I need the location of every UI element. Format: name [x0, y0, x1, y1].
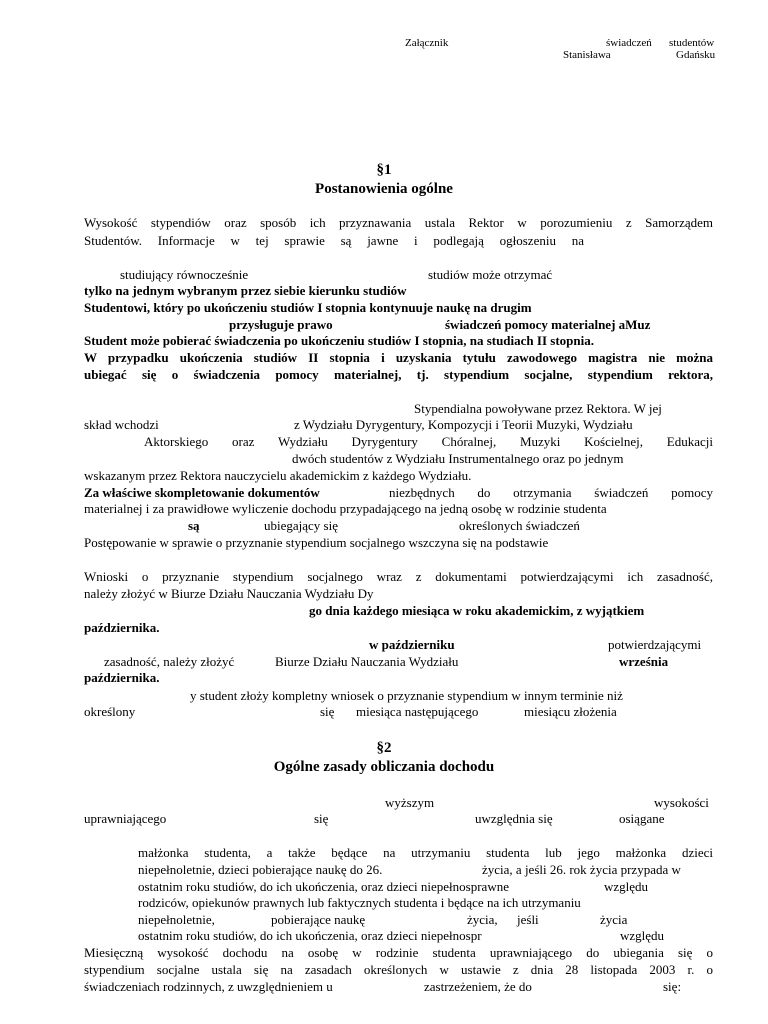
- s1-p8-line2a: określony: [84, 704, 136, 719]
- s1-p4-line1: niezbędnych do otrzymania świadczeń pomocy: [389, 485, 713, 500]
- s2-item-line6a: ostatnim roku studiów, do ich ukończenia, oraz dzieci niepełnospr: [138, 928, 482, 943]
- s2-item-line2a: niepełnoletnie, dzieci pobierające naukę do 26.: [138, 862, 383, 877]
- s1-p8-line2b: się: [320, 704, 335, 719]
- s1-p7-line1b: potwierdzającymi: [608, 637, 702, 652]
- s1-p4-line3c: określonych świadczeń: [459, 518, 580, 533]
- s1-p2-b: studiów może otrzymać: [428, 267, 553, 282]
- header-stanislawa: Stanisława: [563, 49, 611, 61]
- s1-p7-line2c: września: [619, 654, 669, 669]
- s1-p3-line2b: z Wydziału Dyrygentury, Kompozycji i Teorii Muzyki, Wydziału: [294, 417, 633, 432]
- s1-p5: Postępowanie w sprawie o przyznanie stypendium socjalnego wszczyna się na podstawie: [84, 535, 549, 550]
- section1-title: Postanowienia ogólne: [315, 181, 453, 197]
- s2-item-line6b: względu: [620, 928, 665, 943]
- header-gdansku: Gdańsku: [676, 49, 716, 61]
- s1-p3-line2a: skład wchodzi: [84, 417, 159, 432]
- s1-p6-line2: należy złożyć w Biurze Działu Nauczania Wydziału Dy: [84, 586, 374, 601]
- s2-item-line2b: życia, a jeśli 26. rok życia przypada w: [482, 862, 681, 877]
- s2-p1-line2: stypendium socjalne ustala się na zasadach określonych w ustawie z dnia 28 listopada 2003 r. o: [84, 962, 713, 977]
- section1-number: §1: [376, 162, 392, 178]
- s1-p4-line1-bold: Za właściwe skompletowanie dokumentów: [84, 485, 320, 500]
- s1-p1-line2: Studentów. Informacje w tej sprawie są jawne i podlegają ogłoszeniu na: [84, 233, 584, 248]
- s1-p7-line1a: w październiku: [369, 637, 455, 652]
- s2-p1-line3a: świadczeniach rodzinnych, z uwzględnieniem u: [84, 979, 333, 994]
- s2-line1a: wyższym: [385, 795, 435, 810]
- s1-p1-line1: Wysokość stypendiów oraz sposób ich przyznawania ustala Rektor w porozumieniu z Samorządem: [84, 215, 713, 230]
- s2-line2a: uprawniającego: [84, 811, 167, 826]
- s2-item-line5d: jeśli: [517, 912, 539, 927]
- s1-p2-line2: tylko na jednym wybranym przez siebie kierunku studiów: [84, 283, 407, 298]
- s1-p8-line2c: miesiąca następującego: [356, 704, 479, 719]
- s2-item-line1: małżonka studenta, a także będące na utrzymaniu studenta lub jego małżonka dzieci: [138, 845, 713, 860]
- s1-p3-line1: Stypendialna powoływane przez Rektora. W jej: [414, 401, 662, 416]
- s1-p4-line3a: są: [188, 518, 200, 533]
- s2-item-line5b: pobierające naukę: [271, 912, 366, 927]
- section2-number: §2: [376, 740, 392, 756]
- s1-p3-line3: Aktorskiego oraz Wydziału Dyrygentury Chóralnej, Muzyki Kościelnej, Edukacji: [144, 434, 713, 449]
- s1-p3-line5: wskazanym przez Rektora nauczycielu akademickim z każdego Wydziału.: [84, 468, 472, 483]
- s2-item-line5c: życia,: [467, 912, 498, 927]
- s2-item-line4: rodziców, opiekunów prawnych lub faktycznych studenta i będące na ich utrzymaniu: [138, 895, 581, 910]
- s1-p2-line3: Studentowi, który po ukończeniu studiów I stopnia kontynuuje naukę na drugim: [84, 300, 532, 315]
- s1-p2-line5: Student może pobierać świadczenia po ukończeniu studiów I stopnia, na studiach II stopnia.: [84, 333, 594, 348]
- s1-p3-line4: dwóch studentów z Wydziału Instrumentalnego oraz po jednym: [292, 451, 624, 466]
- s1-p4-line3b: ubiegający się: [264, 518, 338, 533]
- s1-p7-line2b: Biurze Działu Nauczania Wydziału: [275, 654, 459, 669]
- s1-p4-line2: materialnej i za prawidłowe wyliczenie dochodu przypadającego na jedną osobę w rodzinie studenta: [84, 501, 607, 516]
- header-swiadczen: świadczeń: [606, 37, 652, 49]
- s1-p2-line7: ubiegać się o świadczenia pomocy materialnej, tj. stypendium socjalne, stypendium rektora,: [84, 367, 713, 382]
- s2-p1-line3c: się:: [663, 979, 682, 994]
- s1-p6-line4: października.: [84, 620, 160, 635]
- s2-line1b: wysokości: [654, 795, 709, 810]
- header-studentow: studentów: [669, 37, 715, 49]
- s1-p6-line1: Wnioski o przyznanie stypendium socjalnego wraz z dokumentami potwierdzającymi ich zasadność,: [84, 569, 713, 584]
- s1-p2-line4a: przysługuje prawo: [229, 317, 333, 332]
- s1-p2-line4b: świadczeń pomocy materialnej aMuz: [445, 317, 651, 332]
- s1-p2-line6: W przypadku ukończenia studiów II stopnia i uzyskania tytułu zawodowego magistra nie można: [84, 350, 713, 365]
- s1-p2-a: studiujący równocześnie: [120, 267, 249, 282]
- s2-line2d: osiągane: [619, 811, 665, 826]
- s1-p8-line1: y student złoży kompletny wniosek o przyznanie stypendium w innym terminie niż: [190, 688, 623, 703]
- s2-line2b: się: [314, 811, 329, 826]
- section2-title: Ogólne zasady obliczania dochodu: [273, 759, 495, 775]
- s1-p8-line2d: miesiącu złożenia: [524, 704, 617, 719]
- s1-p7-line2a: zasadność, należy złożyć: [104, 654, 235, 669]
- s2-item-line3b: względu: [604, 879, 649, 894]
- s1-p6-line3: go dnia każdego miesiąca w roku akademickim, z wyjątkiem: [309, 603, 645, 618]
- s2-item-line5a: niepełnoletnie,: [138, 912, 215, 927]
- s2-item-line3a: ostatnim roku studiów, do ich ukończenia, oraz dzieci niepełnosprawne: [138, 879, 509, 894]
- s2-p1-line1: Miesięczną wysokość dochodu na osobę w rodzinie studenta uprawniającego do ubiegania się o: [84, 945, 713, 960]
- s2-line2c: uwzględnia się: [475, 811, 553, 826]
- header-zalacznik: Załącznik: [405, 37, 449, 49]
- s1-p7-line3: października.: [84, 670, 160, 685]
- s2-item-line5e: życia: [600, 912, 628, 927]
- s2-p1-line3b: zastrzeżeniem, że do: [424, 979, 532, 994]
